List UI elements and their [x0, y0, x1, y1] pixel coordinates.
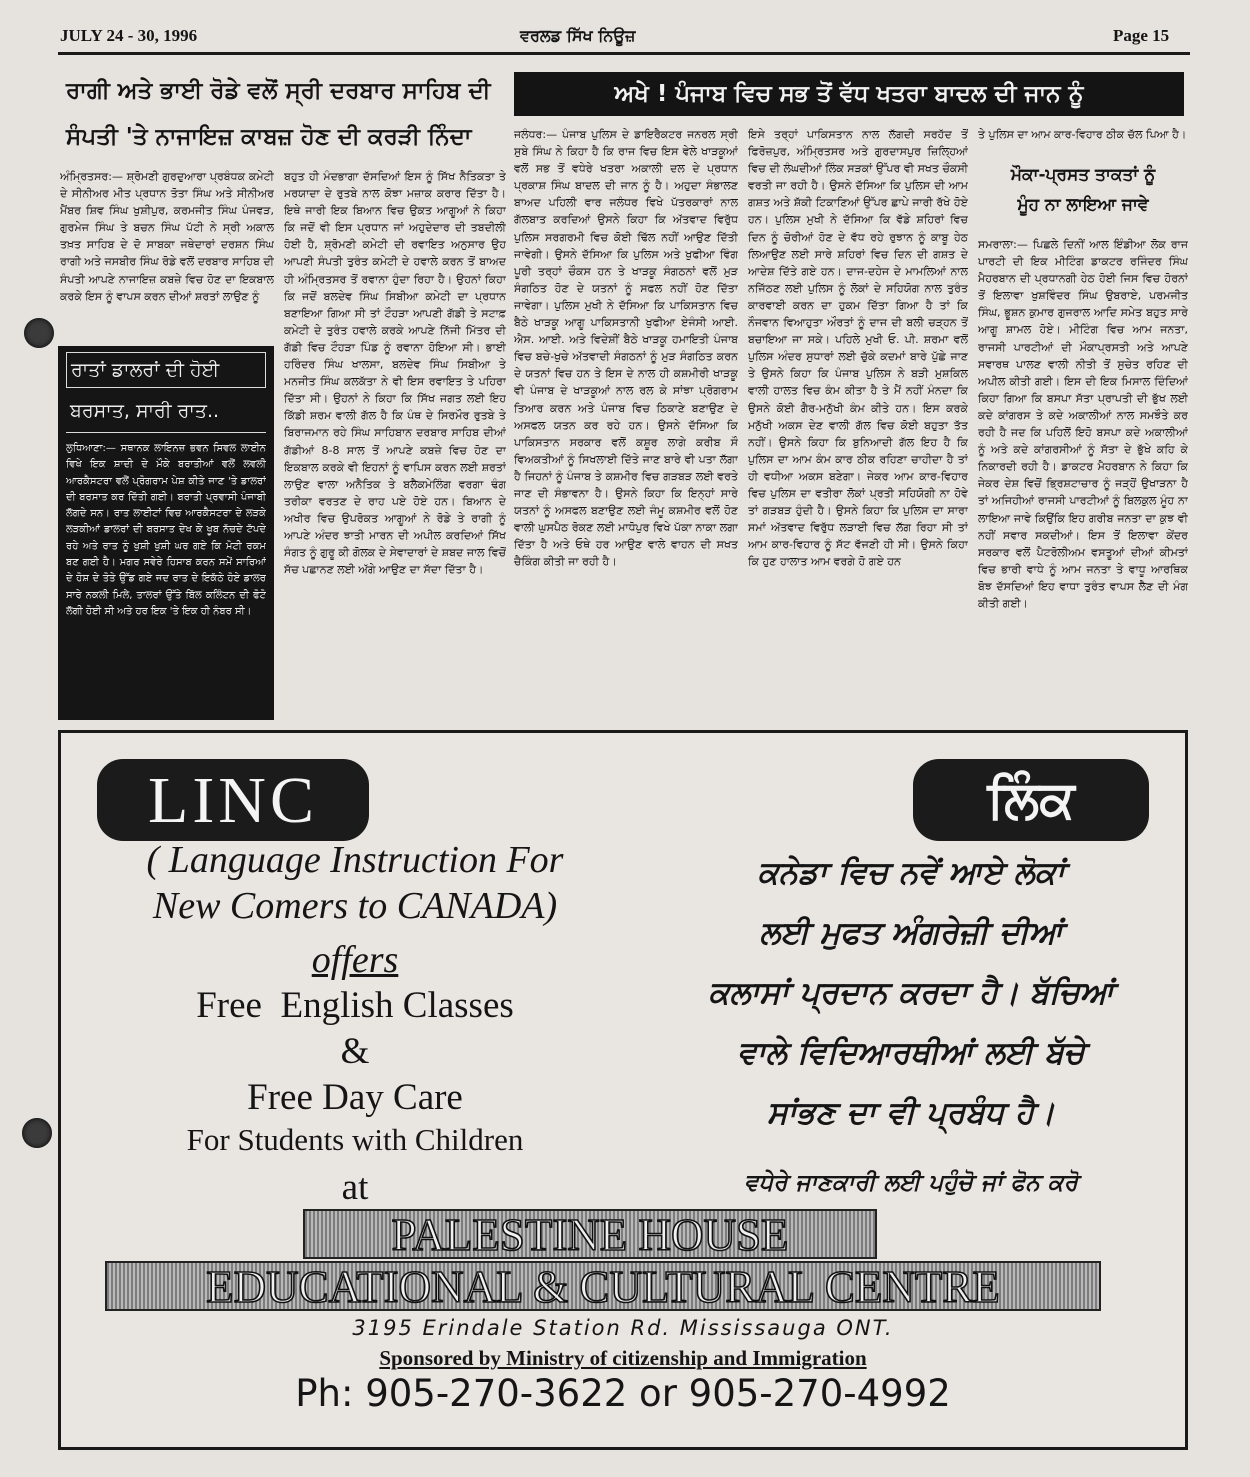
issue-date: JULY 24 - 30, 1996	[60, 26, 198, 45]
linc-expansion-line1: ( Language Instruction For	[146, 839, 564, 881]
venue-name: PALESTINE HOUSE	[303, 1209, 877, 1259]
linc-advertisement	[58, 730, 1188, 1450]
header-rule	[58, 52, 1190, 55]
newspaper-name: ਵਰਲਡ ਸਿੱਖ ਨਿਊਜ਼	[520, 26, 636, 45]
punjabi-line2: ਲਈ ਮੁਫਤ ਅੰਗਰੇਜ਼ੀ ਦੀਆਂ	[759, 915, 1063, 951]
article3-col3-text: ਤੇ ਪੁਲਿਸ ਦਾ ਆਮ ਕਾਰ-ਵਿਹਾਰ ਠੀਕ ਚੱਲ ਪਿਆ ਹੈ।	[978, 128, 1187, 141]
free-day-care: Free Day Care	[247, 1077, 463, 1118]
venue-address: 3195 Erindale Station Rd. Mississauga ONT.	[352, 1316, 894, 1340]
offers-text: offers	[311, 939, 399, 981]
article4-body: ਸਮਰਾਲਾ:— ਪਿਛਲੇ ਦਿਨੀਂ ਆਲ ਇੰਡੀਆ ਲੋਕ ਰਾਜ ਪਾਰਟੀ ਦੀ ਇਕ ਮੀਟਿੰਗ ਡਾਕਟਰ ਰਜਿੰਦਰ ਸਿੰਘ ਮੈਹਰਬਾਨ ਦੀ ਪ੍ਰਧਾਨਗੀ ਹੇਠ ਹੋਈ ਜਿਸ ਵਿਚ ਹੋਰਨਾਂ ਤੋਂ ਇਲਾਵਾ ਖੁਸ਼ਵਿੰਦਰ ਸਿੰਘ ਉਬਰਾਏ, ਪਰਮਜੀਤ ਸਿੰਘ, ਭੂਸ਼ਨ ਕੁਮਾਰ ਗੁਜਰਾਲ ਆਦਿ ਸਮੇਤ ਬਹੁਤ ਸਾਰੇ ਆਗੂ ਸ਼ਾਮਲ ਹੋਏ। ਮੀਟਿੰਗ ਵਿਚ ਆਮ ਜਨਤਾ, ਰਾਜਸੀ ਪਾਰਟੀਆਂ ਦੀ ਮੌਕਾਪ੍ਰਸਤੀ ਅਤੇ ਆਪਣੇ ਸਵਾਰਥ ਪਾਲਣ ਵਾਲੀ ਨੀਤੀ ਤੋਂ ਸੁਚੇਤ ਰਹਿਣ ਦੀ ਅਪੀਲ ਕੀਤੀ ਗਈ। ਇਸ ਦੀ ਇਕ ਮਿਸਾਲ ਦਿੰਦਿਆਂ ਕਿਹਾ ਗਿਆ ਕਿ ਬਸਪਾ ਸੱਤਾ ਪ੍ਰਾਪਤੀ ਦੀ ਭੁੱਖ ਲਈ ਕਦੇ ਕਾਂਗਰਸ ਤੇ ਕਦੇ ਅਕਾਲੀਆਂ ਨਾਲ ਸਮਝੌਤੇ ਕਰ ਰਹੀ ਹੈ ਜਦ ਕਿ ਪਹਿਲੋਂ ਇਹੋ ਬਸਪਾ ਕਦੇ ਅਕਾਲੀਆਂ ਨੂੰ ਅਤੇ ਕਦੇ ਕਾਂਗਰਸੀਆਂ ਨੂੰ ਸੱਤਾ ਦੇ ਭੁੱਖੇ ਕਹਿ ਕੇ ਨਿਕਾਰਦੀ ਰਹੀ ਹੈ। ਡਾਕਟਰ ਮੈਹਰਬਾਨ ਨੇ ਕਿਹਾ ਕਿ ਜੇਕਰ ਦੇਸ਼ ਵਿਚੋਂ ਭ੍ਰਿਸ਼ਟਾਚਾਰ ਨੂੰ ਜੜ੍ਹੋਂ ਉਖਾੜਨਾ ਹੈ ਤਾਂ ਅਜਿਹੀਆਂ ਰਾਜਸੀ ਪਾਰਟੀਆਂ ਨੂੰ ਬਿਲਕੁਲ ਮੂੰਹ ਨਾ ਲਾਇਆ ਜਾਵੇ ਕਿਉਂਕਿ ਇਹ ਗਰੀਬ ਜਨਤਾ ਦਾ ਕੁਝ ਵੀ ਨਹੀਂ ਸਵਾਰ ਸਕਦੀਆਂ। ਇਸ ਤੋਂ ਇਲਾਵਾ ਕੇਂਦਰ ਸਰਕਾਰ ਵਲੋਂ ਪੈਟਰੋਲੀਅਮ ਵਸਤੂਆਂ ਦੀਆਂ ਕੀਮਤਾਂ ਵਿਚ ਭਾਰੀ ਵਾਧੇ ਨੂੰ ਆਮ ਜਨਤਾ ਤੇ ਵਾਧੂ ਆਰਥਿਕ ਬੋਝ ਦੱਸਦਿਆਂ ਇਹ ਵਾਧਾ ਤੁਰੰਤ ਵਾਪਸ ਲੈਣ ਦੀ ਮੰਗ ਕੀਤੀ ਗਈ।	[978, 238, 1188, 610]
phone-numbers: Ph: 905-270-3622 or 905-270-4992	[295, 1372, 951, 1415]
article4-headline-line1: ਮੌਕਾ-ਪ੍ਰਸਤ ਤਾਕਤਾਂ ਨੂੰ	[1010, 165, 1156, 185]
article3-headline: ਅਖੇ ! ਪੰਜਾਬ ਵਿਚ ਸਭ ਤੋਂ ਵੱਧ ਖਤਰਾ ਬਾਦਲ ਦੀ ਜਾਨ ਨੂੰ	[514, 72, 1184, 116]
article2-headline-line2: ਬਰਸਾਤ, ਸਾਰੀ ਰਾਤ..	[66, 394, 266, 433]
article2-body: ਲੁਧਿਆਣਾ:— ਸਥਾਨਕ ਲਾਇਨਜ਼ ਭਵਨ ਸਿਵਲ ਲਾਈਨ ਵਿਖੇ ਇਕ ਸ਼ਾਦੀ ਦੇ ਮੌਕੇ ਬਰਾਤੀਆਂ ਵਲੋਂ ਲਵਲੀ ਆਰਕੈਸਟਰਾ ਵਲੋਂ ਪ੍ਰੋਗਰਾਮ ਪੇਸ਼ ਕੀਤੇ ਜਾਣ 'ਤੇ ਡਾਲਰਾਂ ਦੀ ਬਰਸਾਤ ਕਰ ਦਿੱਤੀ ਗਈ। ਬਰਾਤੀ ਪ੍ਰਵਾਸੀ ਪੰਜਾਬੀ ਲੱਗਦੇ ਸਨ। ਰਾਤ ਲਾਈਟਾਂ ਵਿਚ ਆਰਕੈਸਟਰਾ ਦੇ ਲੜਕੇ ਲੜਕੀਆਂ ਡਾਲਰਾਂ ਦੀ ਬਰਸਾਤ ਦੇਖ ਕੇ ਖੂਬ ਨੱਚਦੇ ਟੱਪਦੇ ਰਹੇ ਅਤੇ ਰਾਤ ਨੂੰ ਖੁਸ਼ੀ ਖੁਸ਼ੀ ਘਰ ਗਏ ਕਿ ਮੋਟੀ ਰਕਮ ਬਣ ਗਈ ਹੈ। ਮਗਰ ਸਵੇਰੇ ਹਿਸਾਬ ਕਰਨ ਸਮੇਂ ਸਾਰਿਆਂ ਦੇ ਹੋਸ਼ ਦੇ ਤੋਤੇ ਉੱਡ ਗਏ ਜਦ ਰਾਤ ਦੇ ਇਕੱਠੇ ਹੋਏ ਡਾਲਰ ਸਾਰੇ ਨਕਲੀ ਮਿਲੇ, ਤਾਲਰਾਂ ਉੱਤੇ ਬਿੱਲ ਕਲਿੰਟਨ ਦੀ ਫੋਟੋ ਲੱਗੀ ਹੋਈ ਸੀ ਅਤੇ ਹਰ ਇਕ 'ਤੇ ਇਕ ਹੀ ਨੰਬਰ ਸੀ।	[66, 443, 266, 617]
article3-column1	[514, 126, 738, 720]
article4-headline	[978, 160, 1188, 220]
article4-headline-line2: ਮੂੰਹ ਨਾ ਲਾਇਆ ਜਾਵੇ	[1017, 195, 1149, 215]
article3-column3-top	[978, 126, 1188, 162]
article1-headline-line2: ਸੰਪਤੀ 'ਤੇ ਨਾਜਾਇਜ਼ ਕਾਬਜ਼ ਹੋਣ ਦੀ ਕਰੜੀ ਨਿੰਦਾ	[66, 124, 472, 150]
punjabi-line1: ਕਨੇਡਾ ਵਿਚ ਨਵੇਂ ਆਏ ਲੋਕਾਂ	[757, 855, 1065, 891]
venue-subtitle: EDUCATIONAL & CULTURAL CENTRE	[105, 1261, 1101, 1311]
for-students-with-children: For Students with Children	[186, 1122, 524, 1157]
article4-column	[978, 236, 1188, 720]
article3-column2	[748, 126, 968, 720]
article1-column1	[60, 168, 274, 338]
article2-headline-line1: ਰਾਤਾਂ ਡਾਲਰਾਂ ਦੀ ਹੋਈ	[66, 352, 266, 388]
ampersand: &	[340, 1031, 370, 1072]
article1-column2	[284, 168, 506, 720]
linc-logo-punjabi: ਲਿੰਕ	[913, 759, 1149, 841]
article1-headline-line1: ਰਾਗੀ ਅਤੇ ਭਾਈ ਰੋਡੇ ਵਲੋਂ ਸ੍ਰੀ ਦਰਬਾਰ ਸਾਹਿਬ ਦੀ	[66, 78, 491, 104]
punjabi-line5: ਸਾਂਭਣ ਦਾ ਵੀ ਪ੍ਰਬੰਧ ਹੈ।	[767, 1095, 1055, 1131]
article3-col2-text: ਇਸੇ ਤਰ੍ਹਾਂ ਪਾਕਿਸਤਾਨ ਨਾਲ ਲੱਗਦੀ ਸਰਹੱਦ ਤੋਂ ਫਿਰੋਜ਼ਪੁਰ, ਅੰਮ੍ਰਿਤਸਰ ਅਤੇ ਗੁਰਦਾਸਪੁਰ ਜ਼ਿਲ੍ਹਿਆਂ ਵਿਚ ਦੀ ਲੰਘਦੀਆਂ ਲਿੰਕ ਸੜਕਾਂ ਉੱਪਰ ਵੀ ਸਖਤ ਚੌਕਸੀ ਵਰਤੀ ਜਾ ਰਹੀ ਹੈ। ਉਸਨੇ ਦੱਸਿਆ ਕਿ ਪੁਲਿਸ ਦੀ ਆਮ ਗਸ਼ਤ ਅਤੇ ਸ਼ੱਕੀ ਟਿਕਾਣਿਆਂ ਉੱਪਰ ਛਾਪੇ ਜਾਰੀ ਰੱਖੇ ਹੋਏ ਹਨ। ਪੁਲਿਸ ਮੁਖੀ ਨੇ ਦੱਸਿਆ ਕਿ ਵੱਡੇ ਸ਼ਹਿਰਾਂ ਵਿਚ ਦਿਨ ਨੂੰ ਚੋਰੀਆਂ ਹੋਣ ਦੇ ਵੱਧ ਰਹੇ ਰੁਝਾਨ ਨੂੰ ਕਾਬੂ ਹੇਠ ਲਿਆਉਣ ਲਈ ਸਾਰੇ ਸ਼ਹਿਰਾਂ ਵਿਚ ਦਿਨ ਦੀ ਗਸ਼ਤ ਦੇ ਆਦੇਸ਼ ਦਿੱਤੇ ਗਏ ਹਨ। ਦਾਜ-ਦਹੇਜ ਦੇ ਮਾਮਲਿਆਂ ਨਾਲ ਨਜਿੱਠਣ ਲਈ ਪੁਲਿਸ ਨੂੰ ਲੋਕਾਂ ਦੇ ਸਹਿਯੋਗ ਨਾਲ ਤੁਰੰਤ ਕਾਰਵਾਈ ਕਰਨ ਦਾ ਹੁਕਮ ਦਿੱਤਾ ਗਿਆ ਹੈ ਤਾਂ ਕਿ ਨੌਜਵਾਨ ਵਿਆਹੁਤਾ ਔਰਤਾਂ ਨੂੰ ਦਾਜ ਦੀ ਬਲੀ ਚੜ੍ਹਨ ਤੋਂ ਬਚਾਇਆ ਜਾ ਸਕੇ। ਪਹਿਲੇ ਮੁਖੀ ਓ. ਪੀ. ਸ਼ਰਮਾ ਵਲੋਂ ਪੁਲਿਸ ਅੰਦਰ ਸੁਧਾਰਾਂ ਲਈ ਚੁੱਕੇ ਕਦਮਾਂ ਬਾਰੇ ਪੁੱਛੇ ਜਾਣ ਤੇ ਉਸਨੇ ਕਿਹਾ ਕਿ ਪੰਜਾਬ ਪੁਲਿਸ ਨੇ ਬੜੀ ਮੁਸ਼ਕਿਲ ਵਾਲੀ ਹਾਲਤ ਵਿਚ ਕੰਮ ਕੀਤਾ ਹੈ ਤੇ ਮੈਂ ਨਹੀਂ ਮੰਨਦਾ ਕਿ ਉਸਨੇ ਕੋਈ ਗੈਰ-ਮਨੁੱਖੀ ਕੰਮ ਕੀਤੇ ਹਨ। ਇਸ ਕਰਕੇ ਮਨੁੱਖੀ ਅਕਸ ਦੇਣ ਵਾਲੀ ਗੱਲ ਵਿਚ ਕੋਈ ਬਹੁਤਾ ਤੱਤ ਨਹੀਂ। ਉਸਨੇ ਕਿਹਾ ਕਿ ਬੁਨਿਆਦੀ ਗੱਲ ਇਹ ਹੈ ਕਿ ਪੁਲਿਸ ਦਾ ਆਮ ਕੰਮ ਕਾਰ ਠੀਕ ਰਹਿਣਾ ਚਾਹੀਦਾ ਹੈ ਤਾਂ ਹੀ ਵਧੀਆ ਅਕਸ ਬਣੇਗਾ। ਜੇਕਰ ਆਮ ਕਾਰ-ਵਿਹਾਰ ਵਿਚ ਪੁਲਿਸ ਦਾ ਵਤੀਰਾ ਲੋਕਾਂ ਪ੍ਰਤੀ ਸਹਿਯੋਗੀ ਨਾ ਹੋਵੇ ਤਾਂ ਗੜਬੜ ਹੁੰਦੀ ਹੈ। ਉਸਨੇ ਕਿਹਾ ਕਿ ਪੁਲਿਸ ਦਾ ਸਾਰਾ ਸਮਾਂ ਅੱਤਵਾਦ ਵਿਰੁੱਧ ਲੜਾਈ ਵਿਚ ਲੱਗ ਰਿਹਾ ਸੀ ਤਾਂ ਆਮ ਕਾਰ-ਵਿਹਾਰ ਨੂੰ ਸੱਟ ਵੱਜਣੀ ਹੀ ਸੀ। ਉਸਨੇ ਕਿਹਾ ਕਿ ਹੁਣ ਹਾਲਾਤ ਆਮ ਵਰਗੇ ਹੋ ਗਏ ਹਨ	[748, 128, 968, 569]
punjabi-contact: ਵਧੇਰੇ ਜਾਣਕਾਰੀ ਲਈ ਪਹੁੰਚੋ ਜਾਂ ਫੋਨ ਕਰੋ	[744, 1170, 1078, 1196]
at-text: at	[341, 1167, 369, 1208]
article3-col1-text: ਜਲੰਧਰ:— ਪੰਜਾਬ ਪੁਲਿਸ ਦੇ ਡਾਇਰੈਕਟਰ ਜਨਰਲ ਸ੍ਰੀ ਸੁਬੇ ਸਿੰਘ ਨੇ ਕਿਹਾ ਹੈ ਕਿ ਰਾਜ ਵਿਚ ਇਸ ਵੇਲੇ ਖਾੜਕੂਆਂ ਵਲੋਂ ਸਭ ਤੋਂ ਵਧੇਰੇ ਖਤਰਾ ਅਕਾਲੀ ਦਲ ਦੇ ਪ੍ਰਧਾਨ ਪ੍ਰਕਾਸ਼ ਸਿੰਘ ਬਾਦਲ ਦੀ ਜਾਨ ਨੂੰ ਹੈ। ਅਹੁਦਾ ਸੰਭਾਲਣ ਬਾਅਦ ਪਹਿਲੀ ਵਾਰ ਜਲੰਧਰ ਵਿਖੇ ਪੱਤਰਕਾਰਾਂ ਨਾਲ ਗੱਲਬਾਤ ਕਰਦਿਆਂ ਉਸਨੇ ਕਿਹਾ ਕਿ ਅੱਤਵਾਦ ਵਿਰੁੱਧ ਪੁਲਿਸ ਸਰਗਰਮੀ ਵਿਚ ਕੋਈ ਢਿੱਲ ਨਹੀਂ ਆਉਣ ਦਿੱਤੀ ਜਾਵੇਗੀ। ਉਸਨੇ ਦੱਸਿਆ ਕਿ ਪੁਲਿਸ ਅਤੇ ਖੁਫੀਆ ਵਿੰਗ ਪੂਰੀ ਤਰ੍ਹਾਂ ਚੌਕਸ ਹਨ ਤੇ ਖਾੜਕੂ ਸੰਗਠਨਾਂ ਵਲੋਂ ਮੁੜ ਸੰਗਠਿਤ ਹੋਣ ਦੇ ਯਤਨਾਂ ਨੂੰ ਸਫਲ ਨਹੀਂ ਹੋਣ ਦਿੱਤਾ ਜਾਵੇਗਾ। ਪੁਲਿਸ ਮੁਖੀ ਨੇ ਦੱਸਿਆ ਕਿ ਪਾਕਿਸਤਾਨ ਵਿਚ ਬੈਠੇ ਖਾੜਕੂ ਆਗੂ ਪਾਕਿਸਤਾਨੀ ਖੁਫੀਆ ਏਜੰਸੀ ਆਈ. ਐਸ. ਆਈ. ਅਤੇ ਵਿਦੇਸ਼ੀਂ ਬੈਠੇ ਖਾੜਕੂ ਹਮਾਇਤੀ ਪੰਜਾਬ ਵਿਚ ਬਚੇ-ਖੁਚੇ ਅੱਤਵਾਦੀ ਸੰਗਠਨਾਂ ਨੂੰ ਮੁੜ ਸੰਗਠਿਤ ਕਰਨ ਦੇ ਯਤਨਾਂ ਵਿਚ ਹਨ ਤੇ ਇਸ ਦੇ ਨਾਲ ਹੀ ਕਸ਼ਮੀਰੀ ਖਾੜਕੂ ਵੀ ਪੰਜਾਬ ਦੇ ਖਾੜਕੂਆਂ ਨਾਲ ਰਲ ਕੇ ਸਾਂਝਾ ਪ੍ਰੋਗਰਾਮ ਤਿਆਰ ਕਰਨ ਅਤੇ ਪੰਜਾਬ ਵਿਚ ਠਿਕਾਣੇ ਬਣਾਉਣ ਦੇ ਅਸਫਲ ਯਤਨ ਕਰ ਰਹੇ ਹਨ। ਉਸਨੇ ਦੱਸਿਆ ਕਿ ਪਾਕਿਸਤਾਨ ਸਰਕਾਰ ਵਲੋਂ ਕਸ਼ੂਰ ਲਾਗੇ ਕਰੀਬ ਸੌ ਵਿਅਕਤੀਆਂ ਨੂੰ ਸਿਖਲਾਈ ਦਿੱਤੇ ਜਾਣ ਬਾਰੇ ਵੀ ਪਤਾ ਲੱਗਾ ਹੈ ਜਿਹਨਾਂ ਨੂੰ ਪੰਜਾਬ ਤੇ ਕਸ਼ਮੀਰ ਵਿਚ ਗੜਬੜ ਲਈ ਵਰਤੇ ਜਾਣ ਦੀ ਸੰਭਾਵਨਾ ਹੈ। ਉਸਨੇ ਕਿਹਾ ਕਿ ਇਨ੍ਹਾਂ ਸਾਰੇ ਯਤਨਾਂ ਨੂੰ ਅਸਫਲ ਬਣਾਉਣ ਲਈ ਜੰਮੂ ਕਸ਼ਮੀਰ ਵਲੋਂ ਹੋਣ ਵਾਲੀ ਘੁਸਪੈਠ ਰੋਕਣ ਲਈ ਮਾਧੋਪੁਰ ਵਿਖੇ ਪੱਕਾ ਨਾਕਾ ਲਗਾ ਦਿੱਤਾ ਹੈ ਅਤੇ ਓਥੇ ਹਰ ਆਉਣ ਵਾਲੇ ਵਾਹਨ ਦੀ ਸਖਤ ਚੈਕਿੰਗ ਕੀਤੀ ਜਾ ਰਹੀ ਹੈ।	[514, 128, 738, 569]
binder-hole-bottom	[22, 1118, 52, 1148]
free-english-classes: Free English Classes	[196, 985, 514, 1026]
article2-box	[58, 346, 274, 720]
article1-headline	[66, 72, 506, 156]
page-number: Page 15	[1113, 26, 1170, 45]
punjabi-line3: ਕਲਾਸਾਂ ਪ੍ਰਦਾਨ ਕਰਦਾ ਹੈ। ਬੱਚਿਆਂ	[708, 975, 1114, 1011]
punjabi-line4: ਵਾਲੇ ਵਿਦਿਆਰਥੀਆਂ ਲਈ ਬੱਚੇ	[737, 1035, 1085, 1071]
binder-hole-top	[24, 318, 54, 348]
linc-expansion-line2: New Comers to CANADA)	[152, 885, 558, 927]
article1-col2-text: ਬਹੁਤ ਹੀ ਮੰਦਭਾਗਾ ਦੱਸਦਿਆਂ ਇਸ ਨੂੰ ਸਿੱਖ ਨੈਤਿਕਤਾ ਤੇ ਮਰਯਾਦਾ ਦੇ ਰੁਤਬੇ ਨਾਲ ਕੋਝਾ ਮਜ਼ਾਕ ਕਰਾਰ ਦਿੱਤਾ ਹੈ। ਇਥੇ ਜਾਰੀ ਇਕ ਬਿਆਨ ਵਿਚ ਉਕਤ ਆਗੂਆਂ ਨੇ ਕਿਹਾ ਕਿ ਜਦੋਂ ਵੀ ਇਸ ਪ੍ਰਧਾਨ ਜਾਂ ਅਹੁਦੇਦਾਰ ਦੀ ਤਬਦੀਲੀ ਹੋਈ ਹੈ, ਸ਼੍ਰੋਮਣੀ ਕਮੇਟੀ ਦੀ ਰਵਾਇਤ ਅਨੁਸਾਰ ਉਹ ਆਪਣੀ ਸੰਪਤੀ ਤੁਰੰਤ ਕਮੇਟੀ ਦੇ ਹਵਾਲੇ ਕਰਨ ਤੋਂ ਬਾਅਦ ਹੀ ਅੰਮ੍ਰਿਤਸਰ ਤੋਂ ਰਵਾਨਾ ਹੁੰਦਾ ਰਿਹਾ ਹੈ। ਉਹਨਾਂ ਕਿਹਾ ਕਿ ਜਦੋਂ ਬਲਦੇਵ ਸਿੰਘ ਸਿਬੀਆ ਕਮੇਟੀ ਦਾ ਪ੍ਰਧਾਨ ਬਣਾਇਆ ਗਿਆ ਸੀ ਤਾਂ ਟੌਹੜਾ ਆਪਣੀ ਗੱਡੀ ਤੇ ਸਟਾਫ਼ ਕਮੇਟੀ ਦੇ ਤੁਰੰਤ ਹਵਾਲੇ ਕਰਕੇ ਆਪਣੇ ਨਿੱਜੀ ਮਿੱਤਰ ਦੀ ਗੱਡੀ ਵਿਚ ਟੌਹੜਾ ਪਿੰਡ ਨੂੰ ਰਵਾਨਾ ਹੋਇਆ ਸੀ। ਭਾਈ ਹਰਿੰਦਰ ਸਿੰਘ ਖਾਲਸਾ, ਬਲਦੇਵ ਸਿੰਘ ਸਿਬੀਆ ਤੇ ਮਨਜੀਤ ਸਿੰਘ ਕਲਕੱਤਾ ਨੇ ਵੀ ਇਸ ਰਵਾਇਤ ਤੇ ਪਹਿਰਾ ਦਿੱਤਾ ਸੀ। ਉਹਨਾਂ ਨੇ ਕਿਹਾ ਕਿ ਸਿੱਖ ਜਗਤ ਲਈ ਇਹ ਕਿੱਡੀ ਸ਼ਰਮ ਵਾਲੀ ਗੱਲ ਹੈ ਕਿ ਪੰਥ ਦੇ ਸਿਰਮੌਰ ਰੁਤਬੇ ਤੇ ਬਿਰਾਜਮਾਨ ਰਹੇ ਸਿੰਘ ਸਾਹਿਬਾਨ ਦਰਬਾਰ ਸਾਹਿਬ ਦੀਆਂ ਗੱਡੀਆਂ 8-8 ਸਾਲ ਤੋਂ ਆਪਣੇ ਕਬਜ਼ੇ ਵਿਚ ਹੋਣ ਦਾ ਇਕਬਾਲ ਕਰਕੇ ਵੀ ਇਹਨਾਂ ਨੂੰ ਵਾਪਿਸ ਕਰਨ ਲਈ ਸ਼ਰਤਾਂ ਲਾਉਣ ਵਾਲਾ ਅਨੈਤਿਕ ਤੇ ਬਲੈਕਮੇਲਿੰਗ ਵਰਗਾ ਢੰਗ ਤਰੀਕਾ ਵਰਤਣ ਦੇ ਰਾਹ ਪਏ ਹੋਏ ਹਨ। ਬਿਆਨ ਦੇ ਅਖੀਰ ਵਿਚ ਉਪਰੋਕਤ ਆਗੂਆਂ ਨੇ ਰੋਡੇ ਤੇ ਰਾਗੀ ਨੂੰ ਆਪਣੇ ਅੰਦਰ ਝਾਤੀ ਮਾਰਨ ਦੀ ਅਪੀਲ ਕਰਦਿਆਂ ਸਿੱਖ ਸੰਗਤ ਨੂੰ ਗੁਰੂ ਕੀ ਗੋਲਕ ਦੇ ਸੇਵਾਦਾਰਾਂ ਦੇ ਸ਼ਬਦ ਜਾਲ ਵਿਚੋਂ ਸੱਚ ਪਛਾਨਣ ਲਈ ਅੱਗੇ ਆਉਣ ਦਾ ਸੱਦਾ ਦਿੱਤਾ ਹੈ।	[284, 170, 506, 577]
linc-logo: LINC	[97, 759, 369, 841]
sponsor-line: Sponsored by Ministry of citizenship and Immigration	[379, 1346, 867, 1370]
article1-col1-text: ਅੰਮ੍ਰਿਤਸਰ:— ਸ਼੍ਰੋਮਣੀ ਗੁਰਦੁਆਰਾ ਪ੍ਰਬੰਧਕ ਕਮੇਟੀ ਦੇ ਸੀਨੀਅਰ ਮੀਤ ਪ੍ਰਧਾਨ ਤੋਤਾ ਸਿੰਘ ਅਤੇ ਸੀਨੀਅਰ ਮੈਂਬਰ ਸ਼ਿਵ ਸਿੰਘ ਖੁਸ਼ੀਪੁਰ, ਕਰਮਜੀਤ ਸਿੰਘ ਪੰਜਵੜ, ਗੁਰਮੇਜ ਸਿੰਘ ਤੇ ਬਚਨ ਸਿੰਘ ਪੱਟੀ ਨੇ ਸ੍ਰੀ ਅਕਾਲ ਤਖ਼ਤ ਸਾਹਿਬ ਦੇ ਦੋ ਸਾਬਕਾ ਜਥੇਦਾਰਾਂ ਦਰਸ਼ਨ ਸਿੰਘ ਰਾਗੀ ਅਤੇ ਜਸਬੀਰ ਸਿੰਘ ਰੋਡੇ ਵਲੋਂ ਦਰਬਾਰ ਸਾਹਿਬ ਦੀ ਸੰਪਤੀ ਆਪਣੇ ਨਾਜਾਇਜ਼ ਕਬਜ਼ੇ ਵਿਚ ਹੋਣ ਦਾ ਇਕਬਾਲ ਕਰਕੇ ਇਸ ਨੂੰ ਵਾਪਸ ਕਰਨ ਦੀਆਂ ਸ਼ਰਤਾਂ ਲਾਉਣ ਨੂੰ	[60, 170, 274, 303]
